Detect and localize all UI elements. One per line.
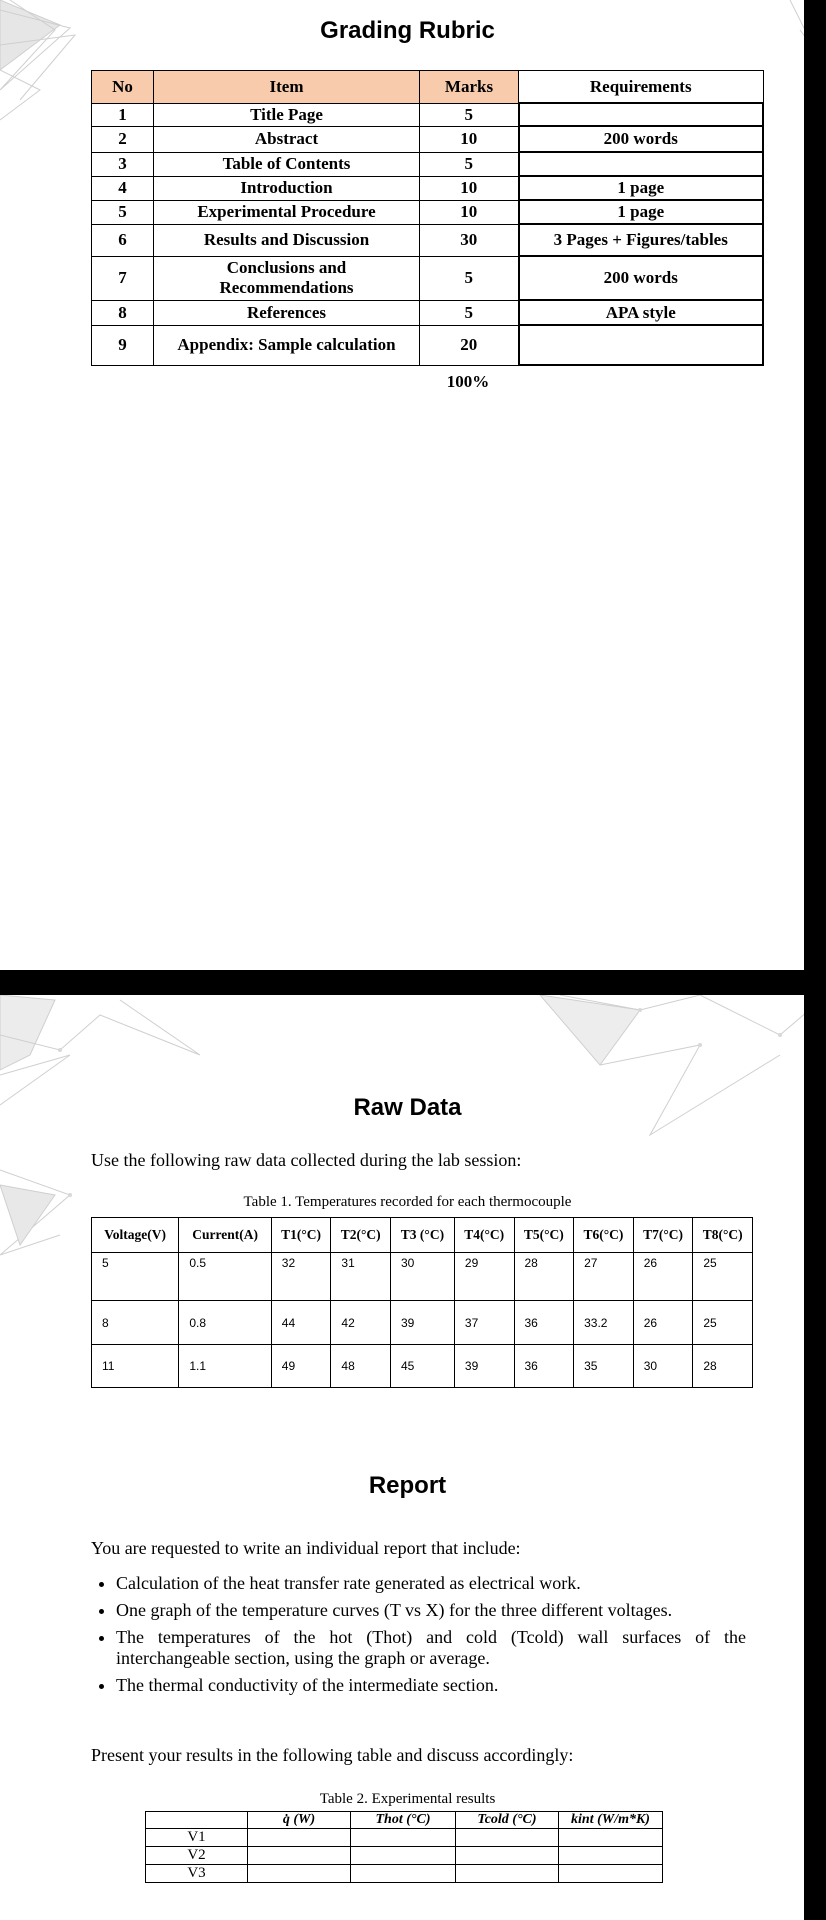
marks-total: 100% [446,372,490,391]
cell: 49 [271,1345,331,1388]
header-item: Item [154,71,420,104]
cell: 28 [514,1253,574,1301]
cell-marks: 5 [420,103,519,126]
cell: 25 [693,1301,753,1345]
cell: 11 [92,1345,179,1388]
cell: 35 [574,1345,634,1388]
cell [248,1847,351,1865]
cell: 27 [574,1253,634,1301]
header-t4: T4(°C) [454,1218,514,1253]
cell: 36 [514,1301,574,1345]
list-item: • Calculation of the heat transfer rate generated as electrical work. [116,1573,746,1594]
cell: 0.8 [179,1301,271,1345]
cell-item: Introduction [154,176,420,200]
cell: 42 [331,1301,391,1345]
cell-marks: 20 [420,325,519,365]
cell-no: 8 [92,300,154,325]
header-k-int: kint (W/m*K) [559,1812,663,1829]
cell: 33.2 [574,1301,634,1345]
cell: 30 [391,1253,455,1301]
cell-no: 4 [92,176,154,200]
rubric-page [0,0,815,970]
cell-no: 5 [92,200,154,224]
cell-requirements: 200 words [519,256,764,300]
cell-no: 1 [92,103,154,126]
table-row [92,256,764,300]
header-t-hot: Thot (°C) [351,1812,456,1829]
cell: 28 [693,1345,753,1388]
cell [456,1847,559,1865]
cell [351,1847,456,1865]
cell [351,1829,456,1847]
present-instructions: Present your results in the following table and discuss accordingly: [91,1745,574,1765]
raw-data-intro: Use the following raw data collected during the lab session: [91,1150,522,1170]
header-t7: T7(°C) [633,1218,693,1253]
cell-marks: 5 [420,256,519,300]
cell-item: Title Page [154,103,420,126]
cell: 39 [391,1301,455,1345]
cell-no: 6 [92,224,154,256]
table-header-row [92,1218,753,1253]
header-t6: T6(°C) [574,1218,634,1253]
cell: 25 [693,1253,753,1301]
table-row [92,200,764,224]
table-row [146,1829,663,1847]
table-row [92,1301,753,1345]
cell-marks: 5 [420,300,519,325]
table-row [92,126,764,152]
cell: 26 [633,1253,693,1301]
page-edge [804,0,815,970]
list-item: • The temperatures of the hot (Thot) and cold (Tcold) wall surfaces of the interchangeable section, using the graph or average. [116,1627,746,1669]
cell-no: 9 [92,325,154,365]
cell-marks: 5 [420,152,519,176]
raw-data-title: Raw Data [353,1094,462,1121]
header-t2: T2(°C) [331,1218,391,1253]
header-t5: T5(°C) [514,1218,574,1253]
cell [248,1829,351,1847]
row-label: V3 [146,1865,248,1883]
header-no: No [92,71,154,104]
report-title: Report [368,1472,447,1499]
table-row [92,224,764,256]
cell-requirements: 3 Pages + Figures/tables [519,224,764,256]
cell-item: Conclusions and Recommendations [154,256,420,300]
report-intro: You are requested to write an individual report that include: [91,1538,521,1558]
table2-caption: Table 2. Experimental results [319,1791,496,1807]
cell: 32 [271,1253,331,1301]
cell: 36 [514,1345,574,1388]
table-row [92,152,764,176]
header-t1: T1(°C) [271,1218,331,1253]
header-t-cold: Tcold (°C) [456,1812,559,1829]
row-label: V1 [146,1829,248,1847]
decorative-polygon-art [0,995,815,1920]
cell-no: 2 [92,126,154,152]
cell-marks: 10 [420,200,519,224]
cell-requirements: 1 page [519,200,764,224]
table-row [92,300,764,325]
cell-item: Table of Contents [154,152,420,176]
table-header-row [92,71,764,104]
cell: 5 [92,1253,179,1301]
raw-data-page [0,995,815,1920]
experimental-results-table [145,1811,663,1883]
cell-item: Appendix: Sample calculation [154,325,420,365]
cell-marks: 30 [420,224,519,256]
header-requirements: Requirements [519,71,764,104]
table-row [92,1253,753,1301]
cell-item: References [154,300,420,325]
cell-no: 7 [92,256,154,300]
cell: 1.1 [179,1345,271,1388]
header-current: Current(A) [179,1218,271,1253]
cell [559,1865,663,1883]
cell: 26 [633,1301,693,1345]
header-blank [146,1812,248,1829]
cell: 39 [454,1345,514,1388]
row-label: V2 [146,1847,248,1865]
cell: 48 [331,1345,391,1388]
list-item: • One graph of the temperature curves (T vs X) for the three different voltages. [116,1600,746,1621]
header-t3: T3 (°C) [391,1218,455,1253]
cell [456,1829,559,1847]
cell: 8 [92,1301,179,1345]
cell: 31 [331,1253,391,1301]
cell-item: Results and Discussion [154,224,420,256]
header-voltage: Voltage(V) [92,1218,179,1253]
report-requirements-list [91,1573,746,1702]
table-row [92,103,764,126]
cell-marks: 10 [420,176,519,200]
cell: 29 [454,1253,514,1301]
cell-no: 3 [92,152,154,176]
table-row [92,325,764,365]
cell: 37 [454,1301,514,1345]
cell-requirements [519,325,764,365]
page-title: Grading Rubric [320,17,495,44]
table-row [92,176,764,200]
grading-rubric-table [91,70,764,366]
table-row [92,1345,753,1388]
cell-requirements [519,152,764,176]
header-heat-rate: q̇ (W) [248,1812,351,1829]
cell-requirements: APA style [519,300,764,325]
cell-requirements [519,103,764,126]
list-item: • The thermal conductivity of the intermediate section. [116,1675,746,1696]
cell: 30 [633,1345,693,1388]
cell: 44 [271,1301,331,1345]
cell-item: Experimental Procedure [154,200,420,224]
cell [248,1865,351,1883]
cell-marks: 10 [420,126,519,152]
table1-caption: Table 1. Temperatures recorded for each thermocouple [243,1194,572,1210]
page-edge [804,995,815,1920]
cell [351,1865,456,1883]
table-header-row [146,1812,663,1829]
cell-item: Abstract [154,126,420,152]
cell [559,1829,663,1847]
raw-data-table [91,1217,753,1388]
cell: 0.5 [179,1253,271,1301]
cell [559,1847,663,1865]
cell-requirements: 200 words [519,126,764,152]
table-row [146,1865,663,1883]
header-t8: T8(°C) [693,1218,753,1253]
table-row [146,1847,663,1865]
cell [456,1865,559,1883]
cell-requirements: 1 page [519,176,764,200]
header-marks: Marks [420,71,519,104]
cell: 45 [391,1345,455,1388]
